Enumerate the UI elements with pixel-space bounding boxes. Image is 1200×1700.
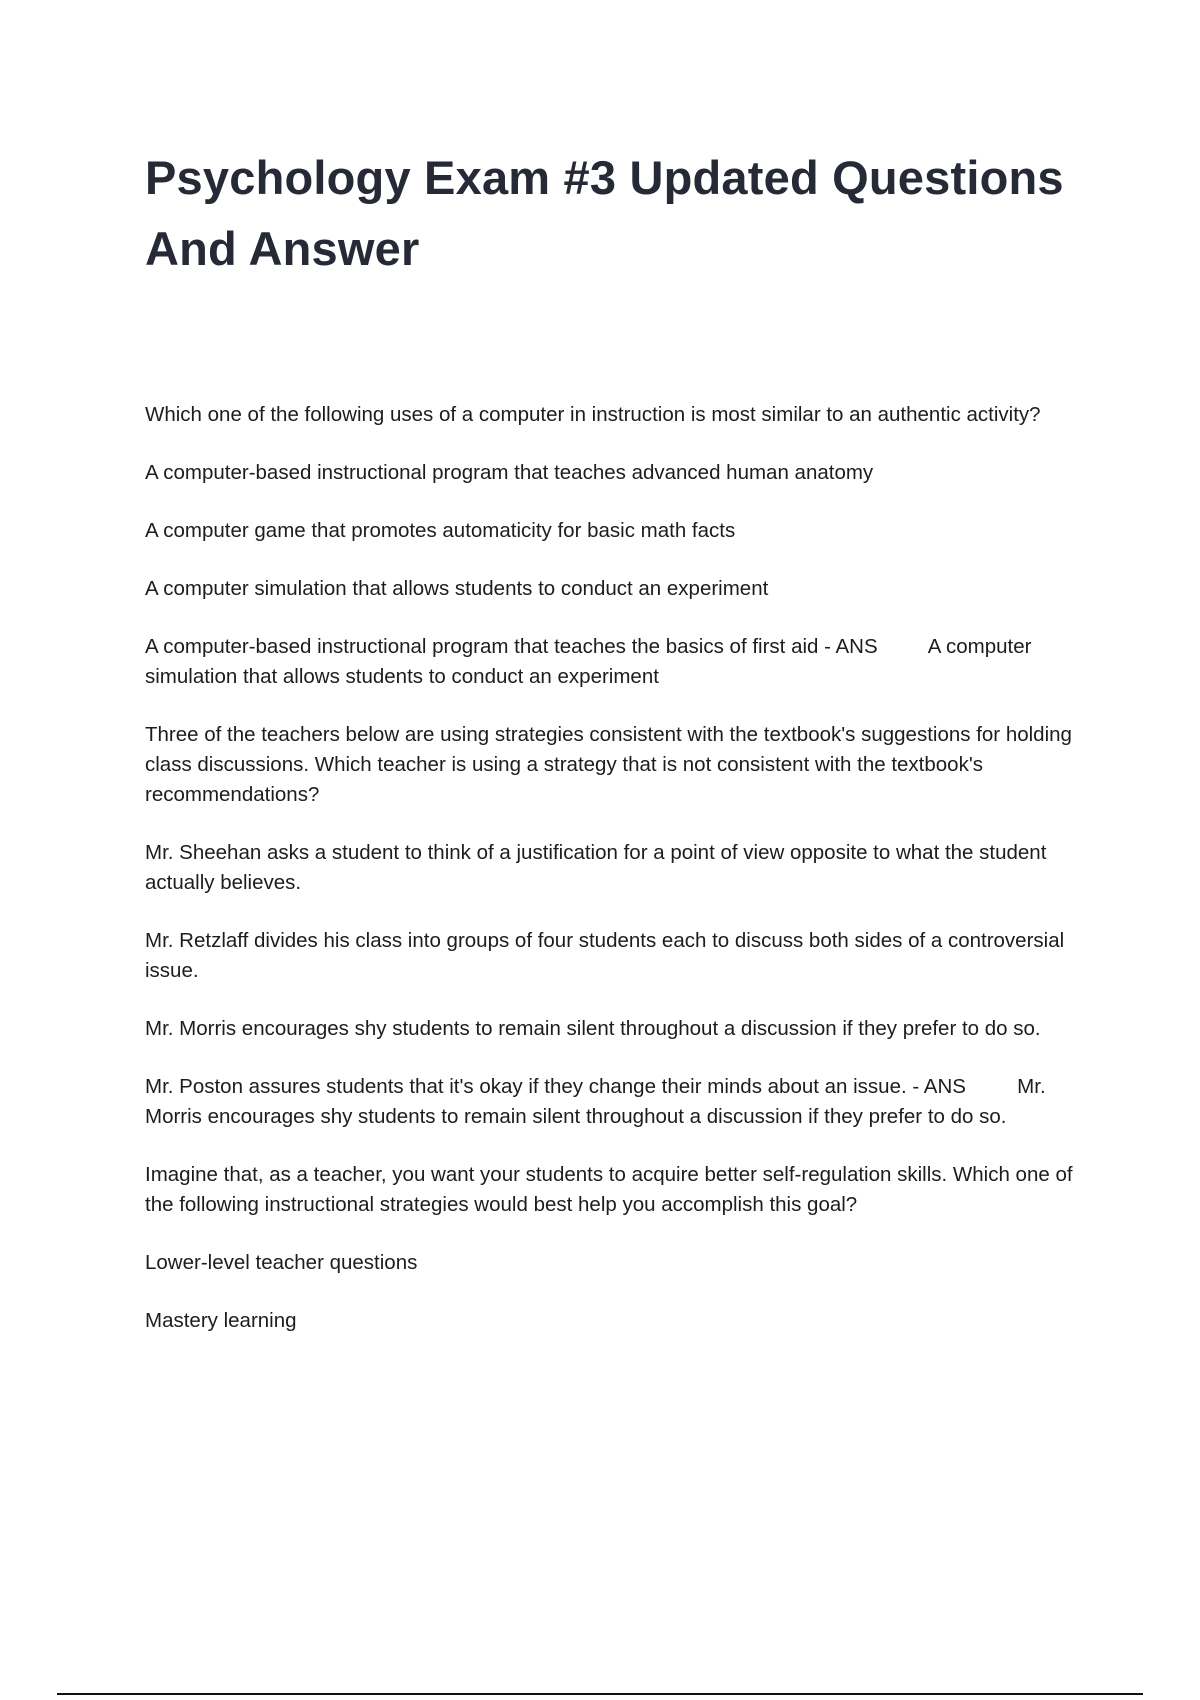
question-1-option-4-answer: A computer-based instructional program that teaches the basics of first aid - ANS A computer simulation that allows students to conduct an experiment <box>145 635 1038 688</box>
question-2-option-3: Mr. Morris encourages shy students to remain silent throughout a discussion if they prefer to do so. <box>145 1017 1041 1040</box>
question-3-option-2: Mastery learning <box>145 1309 297 1332</box>
question-1-option-3: A computer simulation that allows students to conduct an experiment <box>145 577 769 600</box>
page-title: Psychology Exam #3 Updated Questions And Answer <box>145 151 1064 275</box>
document-body <box>145 400 1085 1364</box>
question-2-option-1: Mr. Sheehan asks a student to think of a justification for a point of view opposite to what the student actually believes. <box>145 841 1053 894</box>
question-2-option-4-answer: Mr. Poston assures students that it's okay if they change their minds about an issue. - ANS Mr. Morris encourages shy students to remain silent throughout a discussion if they prefer to do so. <box>145 1075 1052 1128</box>
question-1-option-2: A computer game that promotes automaticity for basic math facts <box>145 519 736 542</box>
question-3: Imagine that, as a teacher, you want your students to acquire better self-regulation skills. Which one of the following instructional strategies would best help you accomplish this goal? <box>145 1163 1079 1216</box>
question-2-option-2: Mr. Retzlaff divides his class into groups of four students each to discuss both sides of a controversial issue. <box>145 929 1070 982</box>
question-1: Which one of the following uses of a computer in instruction is most similar to an authentic activity? <box>145 403 1041 426</box>
question-3-option-1: Lower-level teacher questions <box>145 1251 418 1274</box>
footer-divider <box>57 1693 1143 1695</box>
question-1-option-1: A computer-based instructional program that teaches advanced human anatomy <box>145 461 874 484</box>
question-2: Three of the teachers below are using strategies consistent with the textbook's suggestions for holding class discussions. Which teacher is using a strategy that is not consistent with the textbook's recommendations? <box>145 723 1078 806</box>
